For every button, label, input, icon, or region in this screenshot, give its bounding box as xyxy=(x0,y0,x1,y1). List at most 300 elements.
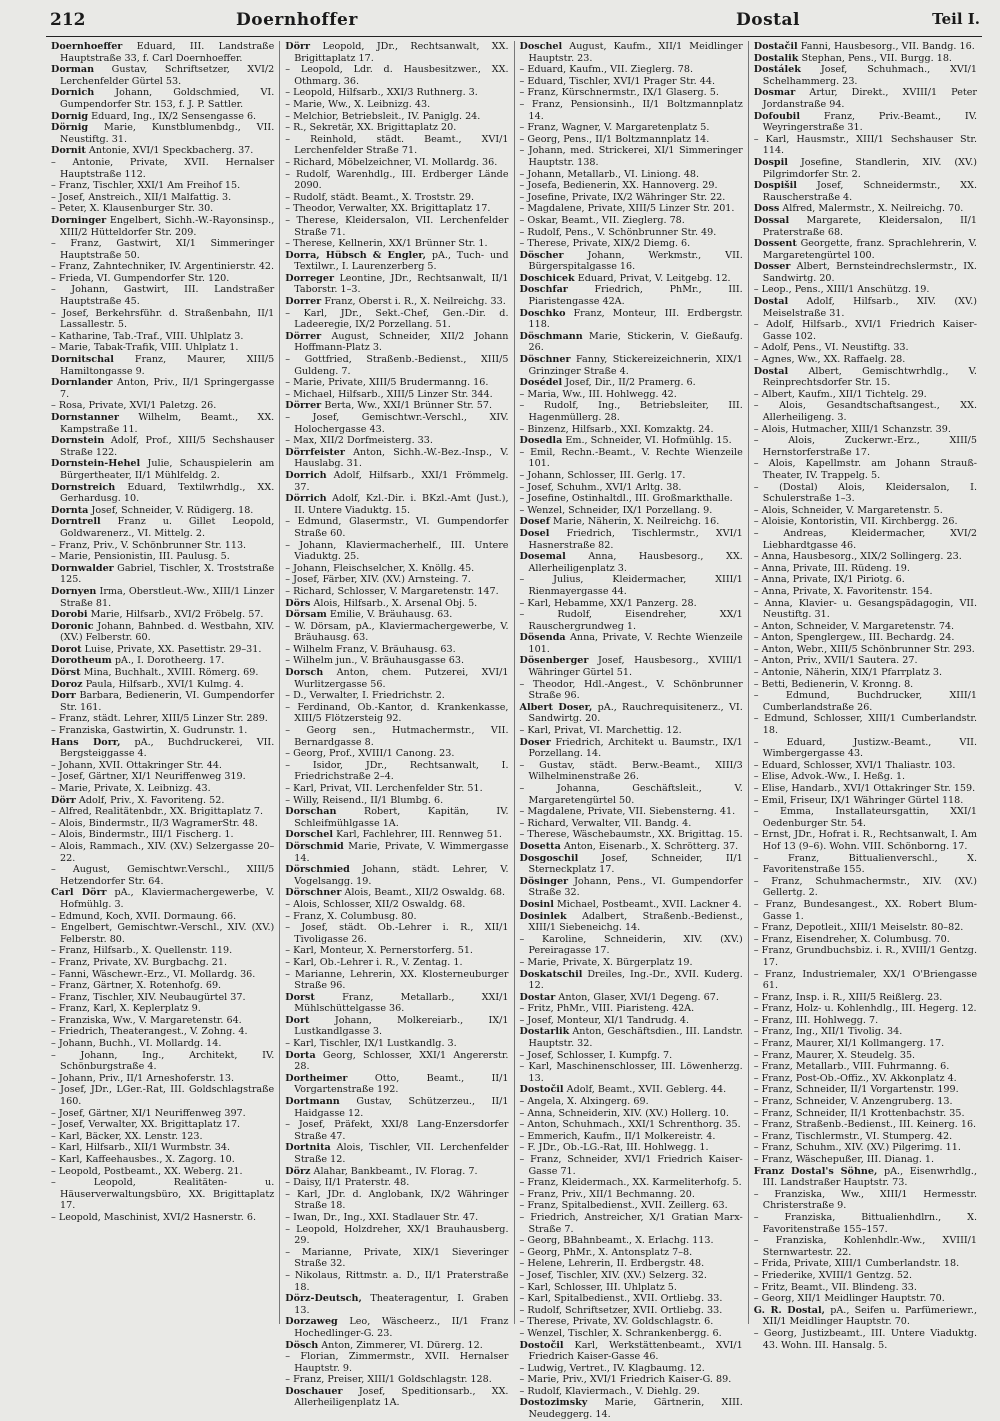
directory-entry xyxy=(754,795,977,807)
directory-entry xyxy=(754,1293,977,1305)
entry-details: – Franz, städt. Lehrer, XIII/5 Linzer Str. 289. xyxy=(51,713,268,725)
directory-entry xyxy=(51,540,274,552)
directory-entry xyxy=(51,1050,274,1073)
entry-details: – Nikolaus, Rittmstr. a. D., II/1 Praterstraße 18. xyxy=(285,1269,509,1293)
entry-surname: Dospišil xyxy=(753,180,797,192)
entry-details: Franz, Oberst i. R., X. Neilreichg. 33. xyxy=(324,296,506,308)
entry-details: Adolf, Kzl.-Dir. i. BKzl.-Amt (Just.), II. Untere Viaduktg. 15. xyxy=(294,493,509,516)
entry-details: Leontine, JDr., Rechtsanwalt, II/1 Taborstr. 1–3. xyxy=(294,272,509,296)
entry-details: Franz, Metallarb., XXI/1 Mühlschüttelgasse 36. xyxy=(294,991,509,1015)
directory-entry xyxy=(754,319,977,342)
entry-surname: Doschauer xyxy=(285,1385,343,1397)
directory-entry xyxy=(51,1131,274,1143)
entry-details: Anna, Private, V. Rechte Wienzeile 101. xyxy=(528,632,743,655)
directory-entry xyxy=(754,574,977,586)
directory-entry xyxy=(520,679,743,702)
entry-details: – Georg, Pens., II/1 Boltzmannplatz 14. xyxy=(519,133,710,145)
directory-entry xyxy=(520,400,743,423)
directory-entry xyxy=(520,377,743,389)
entry-details: Theateragentur, I. Graben 13. xyxy=(294,1293,509,1316)
directory-entry xyxy=(285,111,508,123)
entry-details: Michael, Postbeamt., XVII. Lackner 4. xyxy=(556,898,742,910)
entry-details: – Marie, Private, X. Bürgerplatz 19. xyxy=(519,956,693,968)
entry-details: Johann, Goldschmied, VI. Gumpendorfer Str. 153, f. J. P. Sattler. xyxy=(60,87,275,110)
entry-surname: Dosser xyxy=(753,261,791,273)
entry-details: – Josefine, Private, IX/2 Währinger Str. 22. xyxy=(519,191,726,203)
entry-details: – Franz, Wagner, V. Margaretenplatz 5. xyxy=(519,122,710,134)
directory-entry xyxy=(51,64,274,87)
entry-details: – Franz, Preiser, XIII/1 Goldschlagstr. 128. xyxy=(285,1374,492,1386)
directory-entry xyxy=(285,911,508,923)
directory-entry xyxy=(51,551,274,563)
directory-entry xyxy=(754,690,977,713)
directory-entry xyxy=(520,482,743,494)
entry-details: Marie, Stickerin, V. Gießaufg. 26. xyxy=(528,330,743,354)
directory-entry xyxy=(51,1026,274,1038)
directory-entry xyxy=(285,667,508,690)
directory-entry xyxy=(754,354,977,366)
entry-surname: Dossent xyxy=(753,238,797,250)
directory-entry xyxy=(754,482,977,505)
directory-entry xyxy=(51,273,274,285)
directory-entry xyxy=(51,829,274,841)
entry-surname: Dornyen xyxy=(51,585,97,597)
directory-entry xyxy=(754,389,977,401)
entry-details: – Max, XII/2 Dorfmeisterg. 33. xyxy=(285,435,433,447)
entry-details: – Franz, Kürschnermstr., IX/1 Glaserg. 5. xyxy=(519,87,719,99)
directory-entry xyxy=(754,1328,977,1351)
entry-surname: Dortnita xyxy=(285,1142,331,1154)
directory-entry xyxy=(285,1096,508,1119)
entry-details: Marie, Kunstblumenbdg., VII. Neustiftg. 31. xyxy=(60,122,275,145)
entry-details: – Anna, Klavier- u. Gesangspädagogin, VII. Neustiftg. 31. xyxy=(753,597,977,621)
entry-surname: Dossal xyxy=(753,214,790,226)
directory-entry xyxy=(520,1154,743,1177)
directory-entry xyxy=(51,806,274,818)
entry-details: – Franz, Kleidermach., XX. Karmeliterhofg. 5. xyxy=(519,1177,742,1189)
entry-details: – Therese, Kellnerin, XX/1 Brünner Str. 1. xyxy=(285,238,488,250)
entry-surname: Dornstein xyxy=(51,435,105,447)
entry-details: – Eduard, Schlosser, XVI/1 Thaliastr. 103. xyxy=(753,759,956,771)
part-label: Teil I. xyxy=(932,10,980,28)
directory-entry xyxy=(51,203,274,215)
entry-details: – Friedrich, Anstreicher, X/1 Gratian Marx-Straße 7. xyxy=(519,1211,743,1235)
entry-details: pA., Tuch- und Textilwr., I. Laurenzerberg 5. xyxy=(294,249,509,273)
entry-details: – Eduard, Justizw.-Beamt., VII. Wimbergergasse 43. xyxy=(753,736,977,760)
entry-details: Gabriel, Tischler, X. Troststraße 125. xyxy=(60,562,275,586)
entry-details: – Peter, X. Klausenburger Str. 30. xyxy=(51,203,214,215)
directory-entry xyxy=(520,273,743,285)
entry-details: – (Dostal) Alois, Kleidersalon, I. Schulerstraße 1–3. xyxy=(753,481,977,505)
entry-surname: Dörs xyxy=(285,597,311,609)
directory-entry xyxy=(285,1119,508,1142)
entry-details: Josef, Hausbesorg., XVIII/1 Währinger Gürtel 51. xyxy=(528,655,743,679)
entry-details: – Josefa, Bedienerin, XX. Hannoverg. 29. xyxy=(519,180,718,192)
entry-details: – Rudolf, Pens., V. Schönbrunner Str. 49. xyxy=(519,226,717,238)
entry-surname: Dosedla xyxy=(519,435,563,447)
directory-entry xyxy=(51,980,274,992)
entry-details: – Johann, med. Strickerei, XI/1 Simmeringer Hauptstr. 138. xyxy=(519,145,743,168)
directory-entry xyxy=(754,366,977,389)
entry-surname: Dornlander xyxy=(51,377,113,389)
entry-details: – Franziska, Bittualienhdlrn., X. Favoritenstraße 155–157. xyxy=(753,1211,977,1235)
entry-surname: Dorra, Hübsch & Engler, xyxy=(285,249,427,261)
directory-entry xyxy=(285,795,508,807)
entry-details: Josef, Schneider, V. Rüdigerg. 18. xyxy=(91,504,254,516)
directory-entry xyxy=(520,250,743,273)
directory-entry xyxy=(520,1340,743,1363)
entry-details: – Marie, Tabak-Trafik, VIII. Uhlplatz 1. xyxy=(51,342,239,354)
directory-entry xyxy=(51,87,274,110)
entry-details: – Anna, Schneiderin, XIV. (XV.) Hollerg. 10. xyxy=(519,1107,729,1119)
directory-entry xyxy=(51,261,274,273)
entry-details: – Franz, Gärtner, X. Rotenhofg. 69. xyxy=(51,980,222,992)
directory-entry xyxy=(754,667,977,679)
directory-entry xyxy=(285,1015,508,1038)
directory-entry xyxy=(285,435,508,447)
directory-entry xyxy=(285,87,508,99)
directory-entry xyxy=(520,516,743,528)
directory-entry xyxy=(285,540,508,563)
entry-details: – Georg, Prof., XVIII/1 Canong. 23. xyxy=(285,748,455,760)
directory-entry xyxy=(51,145,274,157)
directory-entry xyxy=(754,1131,977,1143)
directory-entry xyxy=(520,899,743,911)
entry-details: August, Kaufm., XII/1 Meidlinger Hauptstr. 23. xyxy=(528,41,743,64)
entry-details: Alfred, Malermstr., X. Neilreichg. 70. xyxy=(782,203,964,215)
entry-surname: Dösenda xyxy=(519,632,566,644)
directory-entry xyxy=(520,424,743,436)
directory-entry xyxy=(51,713,274,725)
entry-details: – Franz, Maurer, X. Steudelg. 35. xyxy=(753,1049,916,1061)
entry-surname: Dorschan xyxy=(285,806,337,818)
directory-entry xyxy=(754,992,977,1004)
entry-details: – Marianne, Private, XIX/1 Sieveringer Straße 32. xyxy=(285,1246,509,1270)
directory-entry xyxy=(285,841,508,864)
directory-entry xyxy=(754,528,977,551)
entry-surname: Dostočil xyxy=(519,1339,564,1351)
directory-entry xyxy=(754,134,977,157)
directory-entry xyxy=(754,829,977,852)
entry-details: – Franz, Schneider, II/1 Vorgartenstr. 199. xyxy=(753,1084,959,1096)
directory-entry xyxy=(520,853,743,876)
directory-entry xyxy=(520,1397,743,1420)
entry-surname: Dösenberger xyxy=(519,655,589,667)
directory-entry xyxy=(285,1316,508,1339)
entry-details: – Johann, XVII. Ottakringer Str. 44. xyxy=(51,759,222,771)
entry-details: Franz, Priv.-Beamt., IV. Weyringerstraße 31. xyxy=(762,110,977,134)
directory-entry xyxy=(51,1003,274,1015)
directory-entry xyxy=(754,899,977,922)
entry-details: – Franziska, Gastwirtin, X. Gudrunstr. 1. xyxy=(51,725,248,737)
entry-details: – F. JDr., Ob.-LG.-Rat, III. Hohlwegg. 1. xyxy=(519,1142,709,1154)
directory-entry xyxy=(51,887,274,910)
entry-details: – Anton, Spenglergew., III. Bechardg. 24. xyxy=(753,632,955,644)
directory-entry xyxy=(285,957,508,969)
directory-entry xyxy=(754,1258,977,1270)
entry-details: – Alois, Bindermstr., II/3 WagramerStr. 48. xyxy=(51,817,258,829)
entry-details: – Georg sen., Hutmachermstr., VII. Bernardgasse 8. xyxy=(285,725,509,748)
directory-entry xyxy=(285,1177,508,1189)
entry-surname: Dornwalder xyxy=(51,562,114,574)
entry-details: – Adolf, Pens., VI. Neustiftg. 33. xyxy=(753,342,909,354)
entry-surname: Dosédel xyxy=(519,377,563,389)
entry-details: – Willy, Reisend., II/1 Blumbg. 6. xyxy=(285,794,444,806)
directory-entry xyxy=(285,400,508,412)
entry-details: – Fritz, PhMr., VIII. Piaristeng. 42A. xyxy=(519,1003,695,1015)
entry-details: – Rudolf, Schriftsetzer, XVII. Ortliebg. 33. xyxy=(519,1304,723,1316)
directory-entry xyxy=(520,1108,743,1120)
entry-surname: Dostarlik xyxy=(519,1026,570,1038)
entry-details: – Katharine, Tab.-Traf., VIII. Uhlplatz 3. xyxy=(51,330,244,342)
entry-surname: Dostalik xyxy=(753,52,799,64)
directory-entry xyxy=(520,122,743,134)
directory-entry xyxy=(51,957,274,969)
entry-surname: Dospil xyxy=(753,156,788,168)
entry-details: – Edmund, Buchdrucker, XIII/1 Cumberlandstraße 26. xyxy=(753,690,977,713)
directory-entry xyxy=(520,64,743,76)
directory-entry xyxy=(51,1108,274,1120)
directory-entry xyxy=(754,737,977,760)
directory-entry xyxy=(754,1084,977,1096)
entry-details: – Josef, Gemischtwr.-Verschl., XIV. Holochergasse 43. xyxy=(285,412,509,435)
entry-surname: Dostačil xyxy=(753,41,798,52)
directory-entry xyxy=(285,1189,508,1212)
directory-entry xyxy=(754,655,977,667)
entry-details: – Anton, Schuhmach., XXI/1 Schrenthorg. 35. xyxy=(519,1119,741,1131)
entry-surname: Dörnig xyxy=(51,122,89,134)
directory-entry xyxy=(51,1166,274,1178)
entry-details: – Magdalene, Private, XIII/5 Linzer Str. 201. xyxy=(519,203,735,215)
directory-entry xyxy=(51,1084,274,1107)
entry-details: Anton, Eisenarb., X. Schrötterg. 37. xyxy=(563,840,739,852)
entry-surname: Dörz xyxy=(285,1165,311,1177)
entry-details: – Franz, Pensionsinh., II/1 Boltzmannplatz 14. xyxy=(519,98,743,122)
directory-entry xyxy=(285,574,508,586)
entry-details: – Elise, Handarb., XVI/1 Ottakringer Str. 159. xyxy=(753,783,976,794)
entry-details: – Franz, Straßenb.-Bedienst., III. Keinerg. 16. xyxy=(753,1119,977,1131)
entry-details: Margarete, Kleidersalon, II/1 Praterstraße 68. xyxy=(762,214,977,238)
directory-entry xyxy=(51,157,274,180)
directory-entry xyxy=(51,1015,274,1027)
directory-entry xyxy=(285,238,508,250)
directory-entry xyxy=(754,806,977,829)
directory-entry xyxy=(520,134,743,146)
directory-entry xyxy=(285,1073,508,1096)
entry-details: – Franz, Bittualienverschl., X. Favoritenstraße 155. xyxy=(753,852,977,876)
directory-entry xyxy=(754,713,977,736)
entry-details: – Josef, Gärtner, XI/1 Neuriffenweg 397. xyxy=(51,1107,246,1119)
directory-entry xyxy=(520,1247,743,1259)
directory-entry xyxy=(754,644,977,656)
directory-entry xyxy=(754,945,977,968)
entry-details: – Edmund, Koch, XVII. Dormaung. 66. xyxy=(51,910,237,922)
entry-surname: Döscher xyxy=(519,249,564,261)
entry-details: – W. Dörsam, pA., Klaviermachergewerbe, V. Bräuhausg. 63. xyxy=(285,620,509,644)
entry-details: – Elise, Advok.-Ww., I. Heßg. 1. xyxy=(753,771,906,783)
directory-entry xyxy=(51,192,274,204)
directory-entry xyxy=(520,934,743,957)
directory-entry xyxy=(520,574,743,597)
directory-entry xyxy=(285,748,508,760)
entry-surname: Dosinl xyxy=(519,898,554,910)
entry-details: – Friedrich, Theaterangest., V. Zohng. 4. xyxy=(51,1026,248,1038)
directory-entry xyxy=(285,296,508,308)
entry-details: – Karl, Maschinenschlosser, III. Löwenherzg. 13. xyxy=(519,1061,743,1084)
entry-surname: Dornstanner xyxy=(51,412,119,423)
entry-details: – Angela, X. Alxingerg. 69. xyxy=(519,1096,649,1108)
entry-details: – Marie, Priv., XVI/1 Friedrich Kaiser-G. 89. xyxy=(519,1374,732,1386)
entry-details: – Alois, Bindermstr., III/1 Fischerg. 1. xyxy=(51,829,234,841)
directory-entry xyxy=(51,180,274,192)
directory-entry xyxy=(520,87,743,99)
directory-entry xyxy=(285,563,508,575)
running-head-left: Doernhoffer xyxy=(236,10,358,30)
entry-details: Anton, Zimmerer, VI. Dürerg. 12. xyxy=(321,1339,483,1351)
entry-details: – Leopold, Postbeamt., XX. Weberg. 21. xyxy=(51,1165,243,1177)
directory-entry xyxy=(754,1189,977,1212)
entry-columns xyxy=(46,41,982,1421)
entry-surname: Dorzaweg xyxy=(285,1316,338,1328)
directory-entry xyxy=(754,1015,977,1027)
entry-details: Fanny, Stickereizeichnerin, XIX/1 Grinzinger Straße 4. xyxy=(528,354,743,377)
entry-details: – Gottfried, Straßenb.-Bedienst., XIII/5 Guldeng. 7. xyxy=(285,354,509,377)
entry-surname: Albert Doser, xyxy=(519,701,593,713)
directory-entry xyxy=(520,806,743,818)
directory-entry xyxy=(754,1073,977,1085)
directory-entry xyxy=(520,1305,743,1317)
entry-details: Johann, Pens., VI. Gumpendorfer Straße 32. xyxy=(528,875,743,899)
entry-details: – D., Verwalter, I. Friedrichstr. 2. xyxy=(285,690,445,702)
directory-entry xyxy=(520,829,743,841)
directory-entry xyxy=(754,876,977,899)
entry-details: – Franz, Schneider, II/1 Krottenbachstr. 35. xyxy=(753,1107,965,1119)
entry-details: Irma, Oberstleut.-Ww., XIII/1 Linzer Straße 81. xyxy=(60,585,275,609)
directory-entry xyxy=(51,215,274,238)
entry-details: – Karl, JDr., Sekt.-Chef, Gen.-Dir. d. Ladeeregie, IX/2 Porzellang. 51. xyxy=(285,307,509,331)
entry-details: pA., I. Dorotheerg. 17. xyxy=(114,655,225,667)
directory-entry xyxy=(285,598,508,610)
entry-details: pA., Buchdruckerei, VII. Bergsteiggasse 4. xyxy=(60,736,275,760)
entry-details: – Franz, Maurer, XI/1 Kollmangerg. 17. xyxy=(753,1038,945,1050)
entry-details: – Karl, Schlosser, III. Uhlplatz 5. xyxy=(519,1281,677,1293)
entry-details: – Wenzel, Tischler, X. Schrankenbergg. 6. xyxy=(519,1327,722,1339)
directory-entry xyxy=(285,702,508,725)
directory-entry xyxy=(51,111,274,123)
directory-entry xyxy=(754,53,977,65)
directory-entry xyxy=(285,1050,508,1073)
directory-entry xyxy=(520,41,743,64)
entry-details: Friedrich, Tischlermstr., XVI/1 Hasnerstraße 82. xyxy=(528,527,743,551)
entry-details: – Marie, Private, XIII/5 Brudermanng. 16. xyxy=(285,377,489,389)
entry-surname: Dosmar xyxy=(753,87,796,99)
directory-entry xyxy=(51,284,274,307)
entry-details: – Friederike, XVIII/1 Gentzg. 52. xyxy=(753,1269,913,1281)
directory-entry xyxy=(754,1305,977,1328)
entry-details: Robert, Kapitän, IV. Schleifmühlgasse 1A. xyxy=(294,806,509,829)
directory-entry xyxy=(520,655,743,678)
directory-entry xyxy=(51,1212,274,1224)
entry-surname: Dörrer xyxy=(285,330,322,342)
entry-details: – Johanna, Geschäftsleit., V. Margaretengürtel 50. xyxy=(519,783,743,806)
entry-details: – Eduard, Tischler, XVI/1 Prager Str. 44. xyxy=(519,75,715,87)
entry-surname: Doss xyxy=(753,203,780,215)
directory-entry xyxy=(520,957,743,969)
entry-details: Georgette, franz. Sprachlehrerin, V. Margaretengürtel 100. xyxy=(762,238,977,261)
entry-details: – Daisy, II/1 Praterstr. 48. xyxy=(285,1177,410,1189)
entry-details: – Emma, Installateursgattin, XXI/1 Oedenburger Str. 54. xyxy=(753,806,977,829)
directory-entry xyxy=(754,1096,977,1108)
entry-details: – Emil, Friseur, IX/1 Währinger Gürtel 118. xyxy=(753,794,964,806)
entry-details: – Leopold, Maschinist, XVI/2 Hasnerstr. 6. xyxy=(51,1211,257,1223)
directory-entry xyxy=(520,1003,743,1015)
directory-entry xyxy=(520,1374,743,1386)
directory-entry xyxy=(285,1374,508,1386)
entry-details: – Emmerich, Kaufm., II/1 Molkereistr. 4. xyxy=(519,1130,716,1142)
entry-surname: Dornig xyxy=(51,110,89,122)
entry-details: – Franz, Spitalbedienst., XVII. Zeillerg. 63. xyxy=(519,1200,728,1212)
directory-entry xyxy=(520,1282,743,1294)
directory-entry xyxy=(520,169,743,181)
directory-entry xyxy=(520,308,743,331)
entry-details: – Franz, Tischler, XXI/1 Am Freihof 15. xyxy=(51,180,241,192)
directory-entry xyxy=(285,122,508,134)
entry-surname: Dörschner xyxy=(285,887,342,899)
directory-entry xyxy=(754,284,977,296)
directory-entry xyxy=(520,1386,743,1398)
entry-details: – Josef, städt. Ob.-Lehrer i. R., XII/1 Tivoligasse 26. xyxy=(285,922,509,945)
directory-entry xyxy=(51,400,274,412)
directory-entry xyxy=(51,1119,274,1131)
entry-details: pA., Seifen u. Parfümeriewr., XII/1 Meidlinger Hauptstr. 70. xyxy=(762,1304,977,1328)
directory-entry xyxy=(754,516,977,528)
entry-details: – Georg, XII/1 Meidlinger Hauptstr. 70. xyxy=(753,1293,945,1305)
directory-entry xyxy=(520,876,743,899)
entry-details: – Wilhelm jun., V. Bräuhausgasse 63. xyxy=(285,655,465,667)
directory-entry xyxy=(754,1282,977,1294)
entry-surname: Dornitschal xyxy=(51,354,114,366)
entry-details: – Franz, Karl, X. Keplerplatz 9. xyxy=(51,1003,201,1015)
entry-details: – Franz, Priv., V. Schönbrunner Str. 113. xyxy=(51,539,247,551)
directory-entry xyxy=(520,215,743,227)
entry-details: – Helene, Lehrerin, II. Erdbergstr. 48. xyxy=(519,1258,705,1270)
entry-details: Adalbert, Straßenb.-Bedienst., XIII/1 Siebeneichg. 14. xyxy=(528,910,743,934)
entry-details: – Franz, Schneider, V. Anzengruberg. 13. xyxy=(753,1096,953,1108)
directory-entry xyxy=(51,841,274,864)
entry-details: – Adolf, Hilfsarb., XVI/1 Friedrich Kaiser-Gasse 102. xyxy=(753,319,977,342)
entry-surname: Dorrich xyxy=(285,469,327,481)
entry-surname: Dörz-Deutsch, xyxy=(285,1293,362,1305)
entry-details: – R., Sekretär, XX. Brigittaplatz 20. xyxy=(285,122,457,134)
entry-details: Marie, Gärtnerin, XIII. Neudeggerg. 14. xyxy=(528,1397,743,1421)
directory-entry xyxy=(285,493,508,516)
entry-surname: Dosinlek xyxy=(519,910,567,922)
directory-entry xyxy=(754,563,977,575)
directory-entry xyxy=(754,760,977,772)
entry-details: – Alois, Hutmacher, XIII/1 Schanzstr. 39. xyxy=(753,423,951,435)
entry-surname: Dorobi xyxy=(51,609,88,621)
entry-details: – Franz, Eisendreher, X. Columbusg. 70. xyxy=(753,933,950,945)
entry-details: – Josef, Tischler, XIV. (XV.) Selzerg. 32. xyxy=(519,1269,707,1281)
entry-surname: Döschmann xyxy=(519,330,583,342)
directory-entry xyxy=(285,899,508,911)
directory-entry xyxy=(51,1142,274,1154)
entry-details: Em., Schneider, VI. Hofmühlg. 15. xyxy=(565,435,732,447)
directory-entry xyxy=(285,1224,508,1247)
entry-surname: Dösch xyxy=(285,1339,319,1351)
entry-details: – Josef, Verwalter, XX. Brigittaplatz 17. xyxy=(51,1119,241,1131)
entry-details: – Alois, Schlosser, XII/2 Oswaldg. 68. xyxy=(285,898,466,910)
